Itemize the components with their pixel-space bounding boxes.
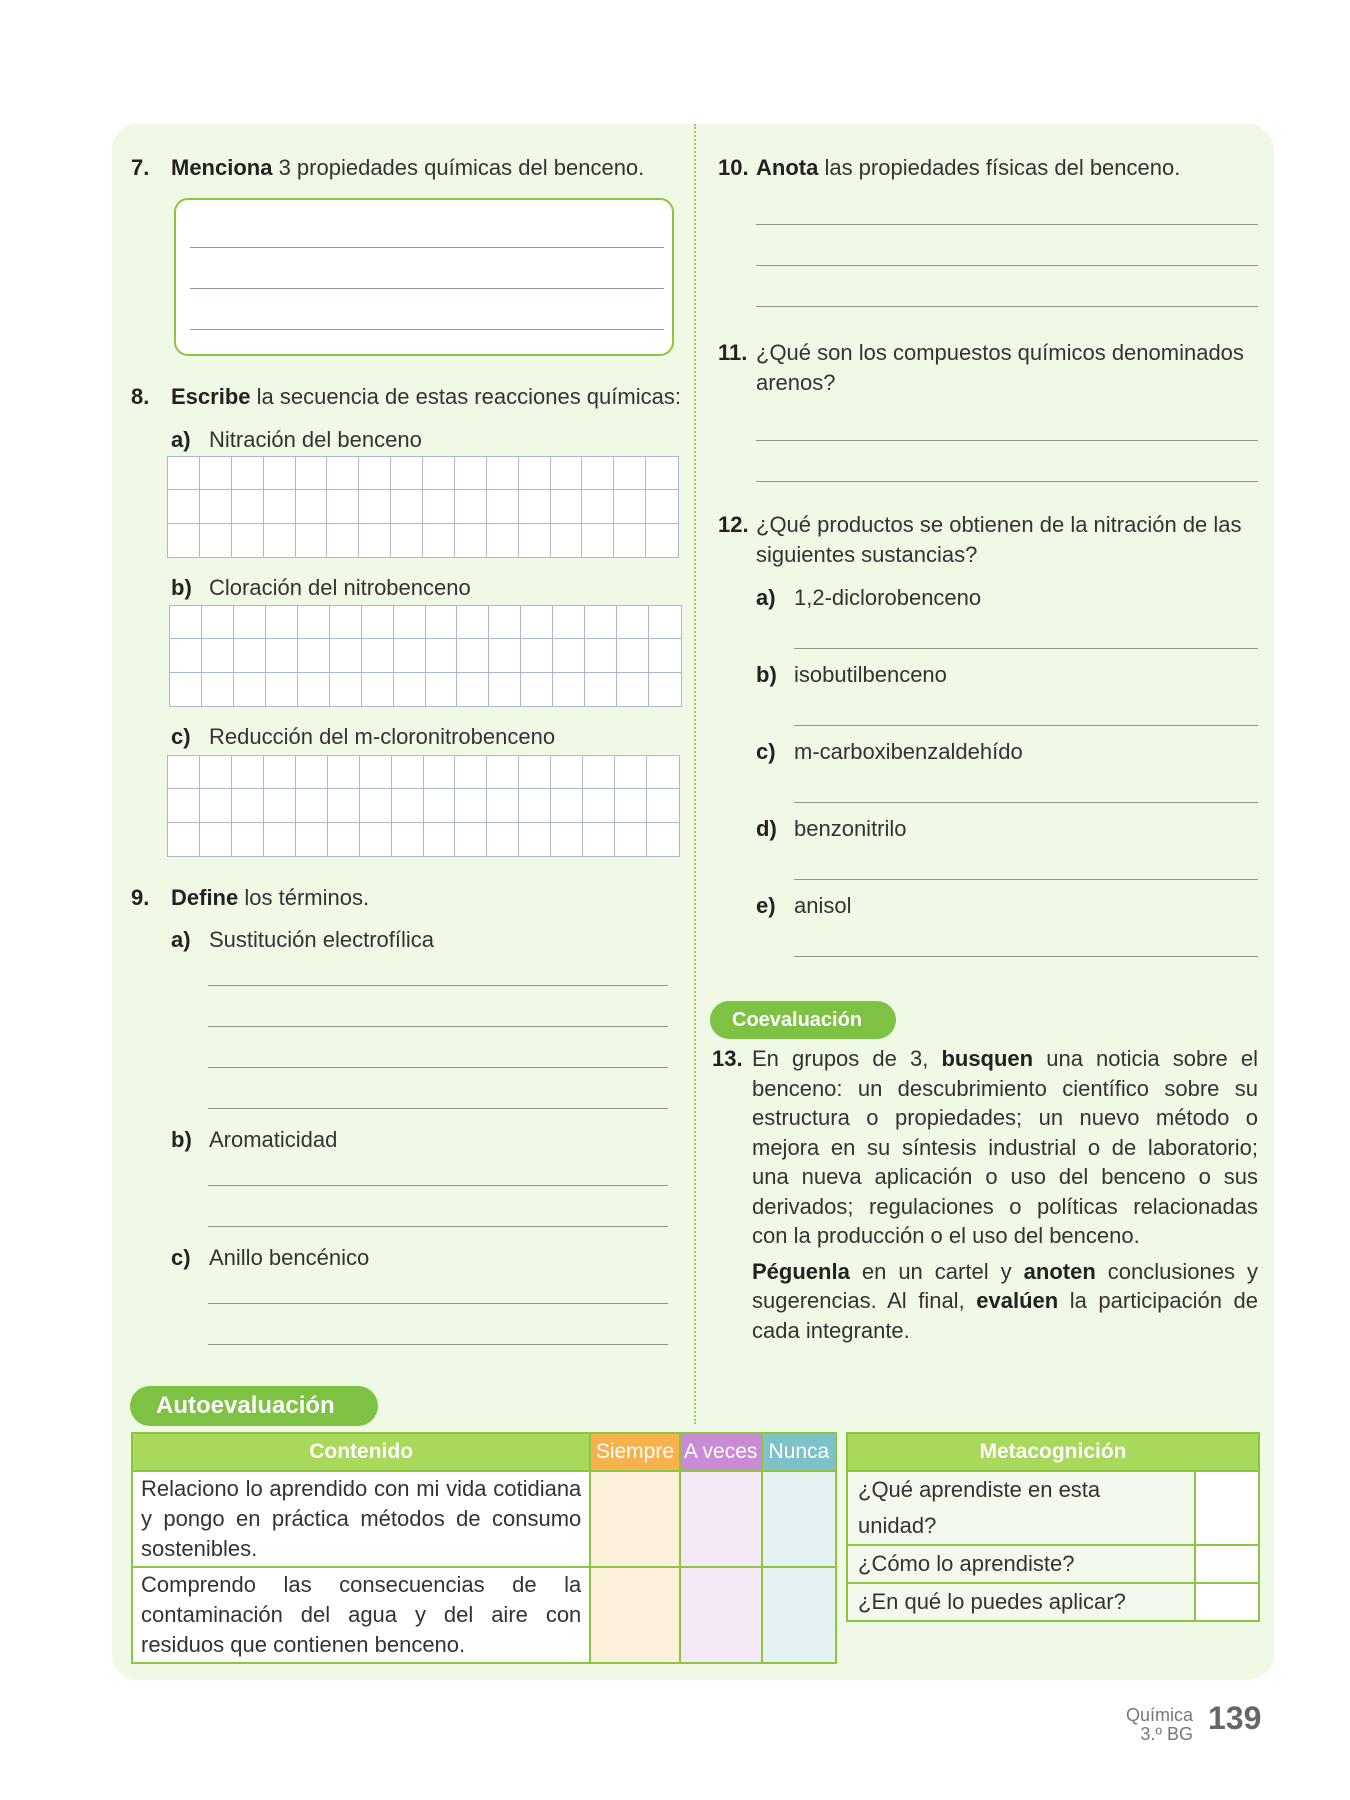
grid-cell[interactable] xyxy=(200,756,232,789)
siempre-cell[interactable] xyxy=(590,1567,679,1663)
question-12 xyxy=(718,510,1268,570)
question-verb: Menciona xyxy=(171,155,273,180)
grid-cell[interactable] xyxy=(362,673,394,706)
grid-cell[interactable] xyxy=(551,823,583,856)
grid-cell[interactable] xyxy=(327,490,359,523)
grid-cell[interactable] xyxy=(455,789,487,822)
siempre-cell[interactable] xyxy=(590,1471,679,1567)
answer-line[interactable] xyxy=(794,725,1258,726)
answer-line[interactable] xyxy=(190,288,664,289)
grid-cell[interactable] xyxy=(551,524,583,557)
grid-cell[interactable] xyxy=(328,823,360,856)
grid-cell[interactable] xyxy=(647,789,679,822)
grid-cell[interactable] xyxy=(426,606,458,639)
grid-cell[interactable] xyxy=(647,823,679,856)
q13-paragraph-1 xyxy=(752,1044,1258,1251)
grid-cell[interactable] xyxy=(423,524,455,557)
row-text: Comprendo las consecuencias de la contaminación del agua y del aire con residuos que contienen benceno. xyxy=(132,1567,590,1663)
answer-line[interactable] xyxy=(756,306,1258,307)
grid-cell[interactable] xyxy=(328,789,360,822)
question-11 xyxy=(718,338,1268,398)
question-9 xyxy=(131,883,369,913)
question-text: la secuencia de estas reacciones químicas: xyxy=(250,384,681,409)
grid-cell[interactable] xyxy=(264,524,296,557)
answer-line[interactable] xyxy=(794,879,1258,880)
grid-cell[interactable] xyxy=(649,673,681,706)
question-text: ¿Qué aprendiste en esta unidad? xyxy=(847,1471,1195,1545)
answer-line[interactable] xyxy=(208,1303,668,1304)
answer-line[interactable] xyxy=(794,802,1258,803)
grid-cell[interactable] xyxy=(519,823,551,856)
q7-answer-box[interactable] xyxy=(174,198,674,356)
nunca-cell[interactable] xyxy=(762,1471,836,1567)
item-letter: a) xyxy=(171,427,191,452)
footer-subject xyxy=(1126,1706,1193,1744)
grid-cell[interactable] xyxy=(360,789,392,822)
grid-cell[interactable] xyxy=(457,673,489,706)
grid-cell[interactable] xyxy=(424,789,456,822)
grid-cell[interactable] xyxy=(232,524,264,557)
grid-cell[interactable] xyxy=(551,457,583,490)
q12-item-a xyxy=(756,583,981,613)
grid-cell[interactable] xyxy=(360,823,392,856)
question-7 xyxy=(131,153,644,183)
header-metacognicion: Metacognición xyxy=(847,1433,1259,1471)
grid-cell[interactable] xyxy=(455,490,487,523)
grid-cell[interactable] xyxy=(423,457,455,490)
grid-cell[interactable] xyxy=(519,524,551,557)
grid-cell[interactable] xyxy=(519,756,551,789)
text: en un cartel y xyxy=(849,1258,1024,1284)
verb: Péguenla xyxy=(752,1258,850,1284)
grid-cell[interactable] xyxy=(264,457,296,490)
answer-cell[interactable] xyxy=(1195,1545,1259,1583)
question-text: las propiedades físicas del benceno. xyxy=(818,155,1181,180)
question-number: 10. xyxy=(718,155,749,180)
grid-cell[interactable] xyxy=(582,490,614,523)
item-letter: c) xyxy=(756,739,776,764)
grid-cell[interactable] xyxy=(551,789,583,822)
question-8 xyxy=(131,382,681,412)
aveces-cell[interactable] xyxy=(680,1471,762,1567)
grid-cell[interactable] xyxy=(264,490,296,523)
grid-cell[interactable] xyxy=(232,490,264,523)
grid-cell[interactable] xyxy=(168,823,200,856)
grid-cell[interactable] xyxy=(394,639,426,672)
grid-cell[interactable] xyxy=(615,823,647,856)
grid-cell[interactable] xyxy=(359,524,391,557)
item-label: Nitración del benceno xyxy=(209,427,422,452)
answer-line[interactable] xyxy=(794,956,1258,957)
grid-cell[interactable] xyxy=(200,524,232,557)
grid-cell[interactable] xyxy=(296,524,328,557)
grid-cell[interactable] xyxy=(296,823,328,856)
question-text-cont: arenos? xyxy=(756,370,836,395)
grid-cell[interactable] xyxy=(359,457,391,490)
q13-paragraph-2 xyxy=(752,1257,1258,1346)
grid-cell[interactable] xyxy=(362,606,394,639)
q12-item-c xyxy=(756,737,1023,767)
item-label: Reducción del m-cloronitrobenceno xyxy=(209,724,556,749)
grid-cell[interactable] xyxy=(232,823,264,856)
grid-cell[interactable] xyxy=(327,524,359,557)
row-text: Relaciono lo aprendido con mi vida cotidiana y pongo en práctica métodos de consumo sostenibles. xyxy=(132,1471,590,1567)
grid-cell[interactable] xyxy=(521,606,553,639)
item-letter: c) xyxy=(171,724,191,749)
q8-c-answer-grid[interactable] xyxy=(167,755,680,857)
grid-cell[interactable] xyxy=(582,524,614,557)
text: la participación de cada integrante. xyxy=(752,1288,1258,1343)
grid-cell[interactable] xyxy=(487,524,519,557)
grid-cell[interactable] xyxy=(296,756,328,789)
q12-item-d xyxy=(756,814,907,844)
grid-cell[interactable] xyxy=(487,457,519,490)
grid-cell[interactable] xyxy=(585,673,617,706)
item-label: isobutilbenceno xyxy=(794,662,947,687)
question-verb: Escribe xyxy=(171,384,251,409)
answer-cell[interactable] xyxy=(1195,1583,1259,1621)
autoevaluacion-table xyxy=(131,1432,837,1664)
grid-cell[interactable] xyxy=(232,457,264,490)
grid-cell[interactable] xyxy=(457,639,489,672)
question-text: 3 propiedades químicas del benceno. xyxy=(272,155,645,180)
grid-cell[interactable] xyxy=(457,606,489,639)
table-row xyxy=(132,1567,836,1663)
grid-cell[interactable] xyxy=(391,524,423,557)
grid-cell[interactable] xyxy=(583,823,615,856)
item-label: benzonitrilo xyxy=(794,816,907,841)
grid-cell[interactable] xyxy=(582,457,614,490)
grid-cell[interactable] xyxy=(394,673,426,706)
grid-cell[interactable] xyxy=(296,457,328,490)
answer-line[interactable] xyxy=(208,1226,668,1227)
grid-cell[interactable] xyxy=(298,673,330,706)
header-contenido: Contenido xyxy=(132,1433,590,1471)
answer-line[interactable] xyxy=(756,481,1258,482)
grid-cell[interactable] xyxy=(392,789,424,822)
grid-cell[interactable] xyxy=(455,823,487,856)
item-letter: a) xyxy=(756,585,776,610)
q8-a-answer-grid[interactable] xyxy=(167,456,679,558)
question-10 xyxy=(718,153,1180,183)
table-row xyxy=(132,1471,836,1567)
grid-cell[interactable] xyxy=(424,756,456,789)
question-text-cont: siguientes sustancias? xyxy=(756,542,978,567)
item-letter: d) xyxy=(756,816,777,841)
grid-cell[interactable] xyxy=(519,457,551,490)
grid-cell[interactable] xyxy=(359,490,391,523)
grid-cell[interactable] xyxy=(264,789,296,822)
grid-cell[interactable] xyxy=(360,756,392,789)
q12-item-b xyxy=(756,660,947,690)
grid-cell[interactable] xyxy=(168,457,200,490)
grid-cell[interactable] xyxy=(327,457,359,490)
item-letter: b) xyxy=(756,662,777,687)
answer-line[interactable] xyxy=(208,1344,668,1345)
grid-cell[interactable] xyxy=(200,457,232,490)
grid-cell[interactable] xyxy=(426,673,458,706)
grid-cell[interactable] xyxy=(392,756,424,789)
aveces-cell[interactable] xyxy=(680,1567,762,1663)
grid-cell[interactable] xyxy=(646,490,678,523)
grid-cell[interactable] xyxy=(202,639,234,672)
item-label: anisol xyxy=(794,893,852,918)
question-number: 13. xyxy=(712,1046,743,1071)
q9-item-a xyxy=(171,925,434,955)
item-letter: e) xyxy=(756,893,776,918)
grid-cell[interactable] xyxy=(614,490,646,523)
grid-cell[interactable] xyxy=(168,490,200,523)
grid-cell[interactable] xyxy=(646,524,678,557)
grid-cell[interactable] xyxy=(614,524,646,557)
grid-cell[interactable] xyxy=(647,756,679,789)
answer-line[interactable] xyxy=(208,1026,668,1027)
question-text: ¿Qué productos se obtienen de la nitración de las xyxy=(756,512,1242,537)
header-nunca: Nunca xyxy=(762,1433,836,1471)
q8-b-answer-grid[interactable] xyxy=(169,605,682,707)
grid-cell[interactable] xyxy=(202,606,234,639)
grid-cell[interactable] xyxy=(234,639,266,672)
grid-cell[interactable] xyxy=(455,457,487,490)
grid-cell[interactable] xyxy=(553,639,585,672)
q9-item-b xyxy=(171,1125,337,1155)
text: En grupos de 3, xyxy=(752,1046,942,1071)
question-verb: Anota xyxy=(756,155,819,180)
question-number: 7. xyxy=(131,155,150,180)
answer-line[interactable] xyxy=(756,265,1258,266)
answer-line[interactable] xyxy=(756,224,1258,225)
grid-cell[interactable] xyxy=(615,789,647,822)
grid-cell[interactable] xyxy=(617,606,649,639)
grid-cell[interactable] xyxy=(649,639,681,672)
table-row xyxy=(847,1545,1259,1583)
grid-cell[interactable] xyxy=(551,756,583,789)
grid-cell[interactable] xyxy=(489,673,521,706)
question-text: ¿Cómo lo aprendiste? xyxy=(847,1545,1195,1583)
verb: busquen xyxy=(941,1046,1034,1071)
grid-cell[interactable] xyxy=(298,639,330,672)
question-verb: Define xyxy=(171,885,239,910)
header-siempre: Siempre xyxy=(590,1433,679,1471)
grid-cell[interactable] xyxy=(519,789,551,822)
item-letter: b) xyxy=(171,575,192,600)
item-label: Sustitución electrofílica xyxy=(209,927,434,952)
grid-cell[interactable] xyxy=(298,606,330,639)
grid-cell[interactable] xyxy=(521,673,553,706)
grid-cell[interactable] xyxy=(296,490,328,523)
answer-line[interactable] xyxy=(208,1108,668,1109)
grid-cell[interactable] xyxy=(489,639,521,672)
answer-line[interactable] xyxy=(208,1067,668,1068)
answer-line[interactable] xyxy=(756,440,1258,441)
q8-item-a xyxy=(171,425,422,455)
grid-cell[interactable] xyxy=(614,457,646,490)
grid-cell[interactable] xyxy=(487,823,519,856)
question-text: los términos. xyxy=(238,885,370,910)
answer-line[interactable] xyxy=(190,247,664,248)
grid-cell[interactable] xyxy=(553,606,585,639)
subject-name: Química xyxy=(1125,1705,1193,1725)
grid-cell[interactable] xyxy=(585,639,617,672)
grid-cell[interactable] xyxy=(519,490,551,523)
answer-line[interactable] xyxy=(208,1185,668,1186)
metacognicion-table xyxy=(846,1432,1260,1622)
grid-cell[interactable] xyxy=(266,673,298,706)
text: una noticia sobre el benceno: un descubrimiento científico sobre su estructura o propiedades; un nuevo método o mejora en su síntesis industrial o de laboratorio; una nueva aplicación o uso del benceno o sus derivados; regulaciones o políticas relacionadas con la producción o el uso del benceno. xyxy=(752,1046,1258,1248)
grid-cell[interactable] xyxy=(234,606,266,639)
item-label: Cloración del nitrobenceno xyxy=(209,575,471,600)
grid-cell[interactable] xyxy=(487,490,519,523)
grid-cell[interactable] xyxy=(330,673,362,706)
question-text: ¿Qué son los compuestos químicos denominados xyxy=(756,340,1244,365)
grid-cell[interactable] xyxy=(423,490,455,523)
grid-cell[interactable] xyxy=(232,756,264,789)
coevaluacion-badge: Coevaluación xyxy=(710,1001,896,1039)
grid-cell[interactable] xyxy=(426,639,458,672)
item-letter: a) xyxy=(171,927,191,952)
grade-label: 3.º BG xyxy=(1140,1724,1193,1744)
verb: anoten xyxy=(1023,1258,1096,1284)
grid-cell[interactable] xyxy=(455,524,487,557)
answer-line[interactable] xyxy=(190,329,664,330)
grid-cell[interactable] xyxy=(553,673,585,706)
grid-cell[interactable] xyxy=(521,639,553,672)
header-aveces: A veces xyxy=(680,1433,762,1471)
item-letter: c) xyxy=(171,1245,191,1270)
grid-cell[interactable] xyxy=(200,490,232,523)
question-number: 12. xyxy=(718,512,749,537)
grid-cell[interactable] xyxy=(362,639,394,672)
grid-cell[interactable] xyxy=(617,673,649,706)
grid-cell[interactable] xyxy=(617,639,649,672)
grid-cell[interactable] xyxy=(394,606,426,639)
q9-item-c xyxy=(171,1243,369,1273)
grid-cell[interactable] xyxy=(391,490,423,523)
grid-cell[interactable] xyxy=(296,789,328,822)
grid-cell[interactable] xyxy=(232,789,264,822)
autoevaluacion-badge: Autoevaluación xyxy=(130,1386,378,1426)
grid-cell[interactable] xyxy=(202,673,234,706)
grid-cell[interactable] xyxy=(330,639,362,672)
grid-cell[interactable] xyxy=(168,524,200,557)
grid-cell[interactable] xyxy=(487,789,519,822)
grid-cell[interactable] xyxy=(266,639,298,672)
question-13 xyxy=(712,1044,1258,1351)
grid-cell[interactable] xyxy=(615,756,647,789)
grid-cell[interactable] xyxy=(424,823,456,856)
grid-cell[interactable] xyxy=(168,789,200,822)
grid-cell[interactable] xyxy=(585,606,617,639)
answer-cell[interactable] xyxy=(1195,1471,1259,1545)
question-number: 11. xyxy=(718,340,748,365)
verb: evalúen xyxy=(976,1288,1059,1313)
grid-cell[interactable] xyxy=(551,490,583,523)
q8-item-b xyxy=(171,573,471,603)
item-label: m-carboxibenzaldehído xyxy=(794,739,1023,764)
grid-cell[interactable] xyxy=(168,756,200,789)
grid-cell[interactable] xyxy=(392,823,424,856)
item-label: Anillo bencénico xyxy=(209,1245,370,1270)
q12-item-e xyxy=(756,891,851,921)
item-label: Aromaticidad xyxy=(209,1127,338,1152)
table-row xyxy=(847,1583,1259,1621)
grid-cell[interactable] xyxy=(649,606,681,639)
text: conclusiones y sugerencias. Al final, xyxy=(752,1258,1258,1313)
grid-cell[interactable] xyxy=(264,823,296,856)
q8-item-c xyxy=(171,722,555,752)
grid-cell[interactable] xyxy=(200,789,232,822)
question-text: ¿En qué lo puedes aplicar? xyxy=(847,1583,1195,1621)
answer-line[interactable] xyxy=(794,648,1258,649)
grid-cell[interactable] xyxy=(170,606,202,639)
grid-cell[interactable] xyxy=(330,606,362,639)
grid-cell[interactable] xyxy=(391,457,423,490)
item-letter: b) xyxy=(171,1127,192,1152)
table-row xyxy=(847,1471,1259,1545)
grid-cell[interactable] xyxy=(487,756,519,789)
question-number: 9. xyxy=(131,885,150,910)
grid-cell[interactable] xyxy=(328,756,360,789)
nunca-cell[interactable] xyxy=(762,1567,836,1663)
grid-cell[interactable] xyxy=(583,789,615,822)
grid-cell[interactable] xyxy=(234,673,266,706)
page-number: 139 xyxy=(1208,1700,1262,1736)
column-divider xyxy=(694,124,696,1424)
grid-cell[interactable] xyxy=(170,673,202,706)
grid-cell[interactable] xyxy=(264,756,296,789)
grid-cell[interactable] xyxy=(489,606,521,639)
grid-cell[interactable] xyxy=(266,606,298,639)
grid-cell[interactable] xyxy=(583,756,615,789)
question-number: 8. xyxy=(131,384,150,409)
answer-line[interactable] xyxy=(208,985,668,986)
grid-cell[interactable] xyxy=(200,823,232,856)
item-label: 1,2-diclorobenceno xyxy=(794,585,982,610)
grid-cell[interactable] xyxy=(646,457,678,490)
grid-cell[interactable] xyxy=(170,639,202,672)
grid-cell[interactable] xyxy=(455,756,487,789)
